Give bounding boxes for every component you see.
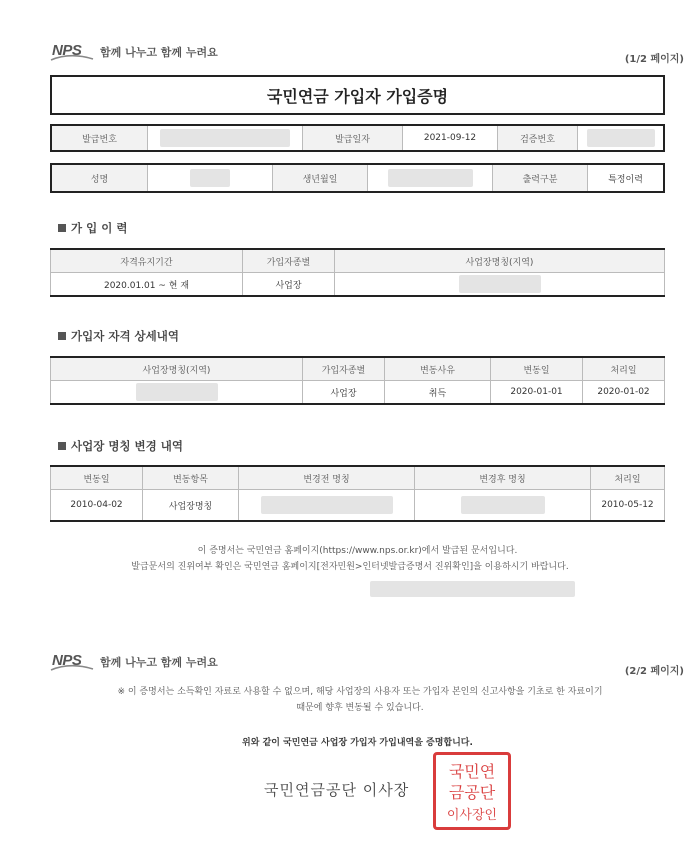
- section-square-icon: [58, 442, 66, 450]
- name-label: 성명: [52, 165, 147, 191]
- name-value: [147, 165, 272, 191]
- issue-date-value: 2021-09-12: [402, 126, 497, 150]
- enrollment-history-table: [50, 248, 665, 297]
- seal-line: 금공단: [448, 783, 496, 802]
- workplace-cell: [51, 381, 303, 405]
- redacted-block: [190, 169, 230, 187]
- nps-logo-icon: NPS: [50, 652, 94, 672]
- output-type-value: 특정이력: [587, 165, 663, 191]
- table-header-row: [51, 249, 665, 273]
- official-seal-icon: [433, 752, 511, 830]
- seal-line: 이사장인: [446, 808, 498, 823]
- process-date-cell: 2010-05-12: [591, 490, 665, 522]
- verify-no-label: 검증번호: [497, 126, 577, 150]
- page1-header-logo: [50, 42, 218, 62]
- redacted-block: [461, 496, 545, 514]
- person-info-row: [50, 163, 665, 193]
- type-cell: 사업장: [303, 381, 385, 405]
- process-date-cell: 2020-01-02: [583, 381, 665, 405]
- birth-label: 생년월일: [272, 165, 367, 191]
- verify-no-value: [577, 126, 663, 150]
- document-title-box: [50, 75, 665, 115]
- change-date-cell: 2010-04-02: [51, 490, 143, 522]
- table-row: [51, 490, 665, 522]
- issue-info-row: [50, 124, 665, 152]
- seal-line: 국민연: [448, 762, 496, 781]
- disclaimer-line-1: ※ 이 증명서는 소득확인 자료로 사용할 수 없으며, 해당 사업장의 사용자 또는 가입자 본인의 신고사항을 기초로 한 자료이기: [117, 687, 603, 697]
- col-header: 변동일: [51, 466, 143, 490]
- col-header: 처리일: [591, 466, 665, 490]
- note-line-2: 발급문서의 진위여부 확인은 국민연금 홈페이지[전자민원>인터넷발급증명서 진위확인]을 이용하시기 바랍니다.: [131, 562, 569, 572]
- page-indicator: (1/2 페이지): [624, 54, 684, 65]
- issue-no-label: 발급번호: [52, 126, 147, 150]
- before-name-cell: [239, 490, 415, 522]
- col-header: 처리일: [583, 357, 665, 381]
- slogan: 함께 나누고 함께 누려요: [100, 656, 218, 669]
- section-square-icon: [58, 224, 66, 232]
- output-type-label: 출력구분: [492, 165, 587, 191]
- disclaimer-line-2: 때문에 향후 변동될 수 있습니다.: [296, 703, 424, 713]
- col-header: 사업장명칭(지역): [335, 249, 665, 273]
- col-header: 자격유지기간: [51, 249, 243, 273]
- col-header: 가입자종별: [243, 249, 335, 273]
- col-header: 가입자종별: [303, 357, 385, 381]
- table-row: [51, 381, 665, 405]
- page-indicator: (2/2 페이지): [624, 666, 684, 677]
- table-header-row: [51, 357, 665, 381]
- redacted-block: [160, 129, 290, 147]
- redacted-block: [261, 496, 393, 514]
- table-header-row: [51, 466, 665, 490]
- page2-header-logo: [50, 652, 218, 672]
- type-cell: 사업장: [243, 273, 335, 297]
- section-square-icon: [58, 332, 66, 340]
- birth-value: [367, 165, 492, 191]
- workplace-cell: [335, 273, 665, 297]
- redacted-block: [136, 383, 218, 401]
- redacted-block: [459, 275, 541, 293]
- issue-no-value: [147, 126, 302, 150]
- issuer-name: 국민연금공단 이사장: [264, 781, 410, 799]
- issue-date-label: 발급일자: [302, 126, 402, 150]
- name-change-history-title: 사업장 명칭 변경 내역: [58, 438, 183, 454]
- col-header: 사업장명칭(지역): [51, 357, 303, 381]
- document-title: 국민연금 가입자 가입증명: [266, 86, 449, 106]
- col-header: 변경전 명칭: [239, 466, 415, 490]
- col-header: 변경후 명칭: [415, 466, 591, 490]
- redacted-block: [587, 129, 655, 147]
- note-line-1: 이 증명서는 국민연금 홈페이지(https://www.nps.or.kr)에서 발급된 문서입니다.: [197, 546, 518, 556]
- period-cell: 2020.01.01 ~ 현 재: [51, 273, 243, 297]
- col-header: 변동일: [491, 357, 583, 381]
- item-cell: 사업장명칭: [143, 490, 239, 522]
- nps-logo-icon: NPS: [50, 42, 94, 62]
- after-name-cell: [415, 490, 591, 522]
- qualification-details-table: [50, 356, 665, 405]
- col-header: 변동항목: [143, 466, 239, 490]
- col-header: 변동사유: [385, 357, 491, 381]
- redacted-block: [388, 169, 473, 187]
- qualification-details-title: 가입자 자격 상세내역: [58, 328, 179, 344]
- certify-text: 위와 같이 국민연금 사업장 가입자 가입내역을 증명합니다.: [242, 738, 473, 748]
- redacted-block: [370, 581, 575, 597]
- name-change-history-table: [50, 465, 665, 522]
- table-row: [51, 273, 665, 297]
- reason-cell: 취득: [385, 381, 491, 405]
- enrollment-history-title: 가 입 이 력: [58, 220, 127, 236]
- slogan: 함께 나누고 함께 누려요: [100, 46, 218, 59]
- change-date-cell: 2020-01-01: [491, 381, 583, 405]
